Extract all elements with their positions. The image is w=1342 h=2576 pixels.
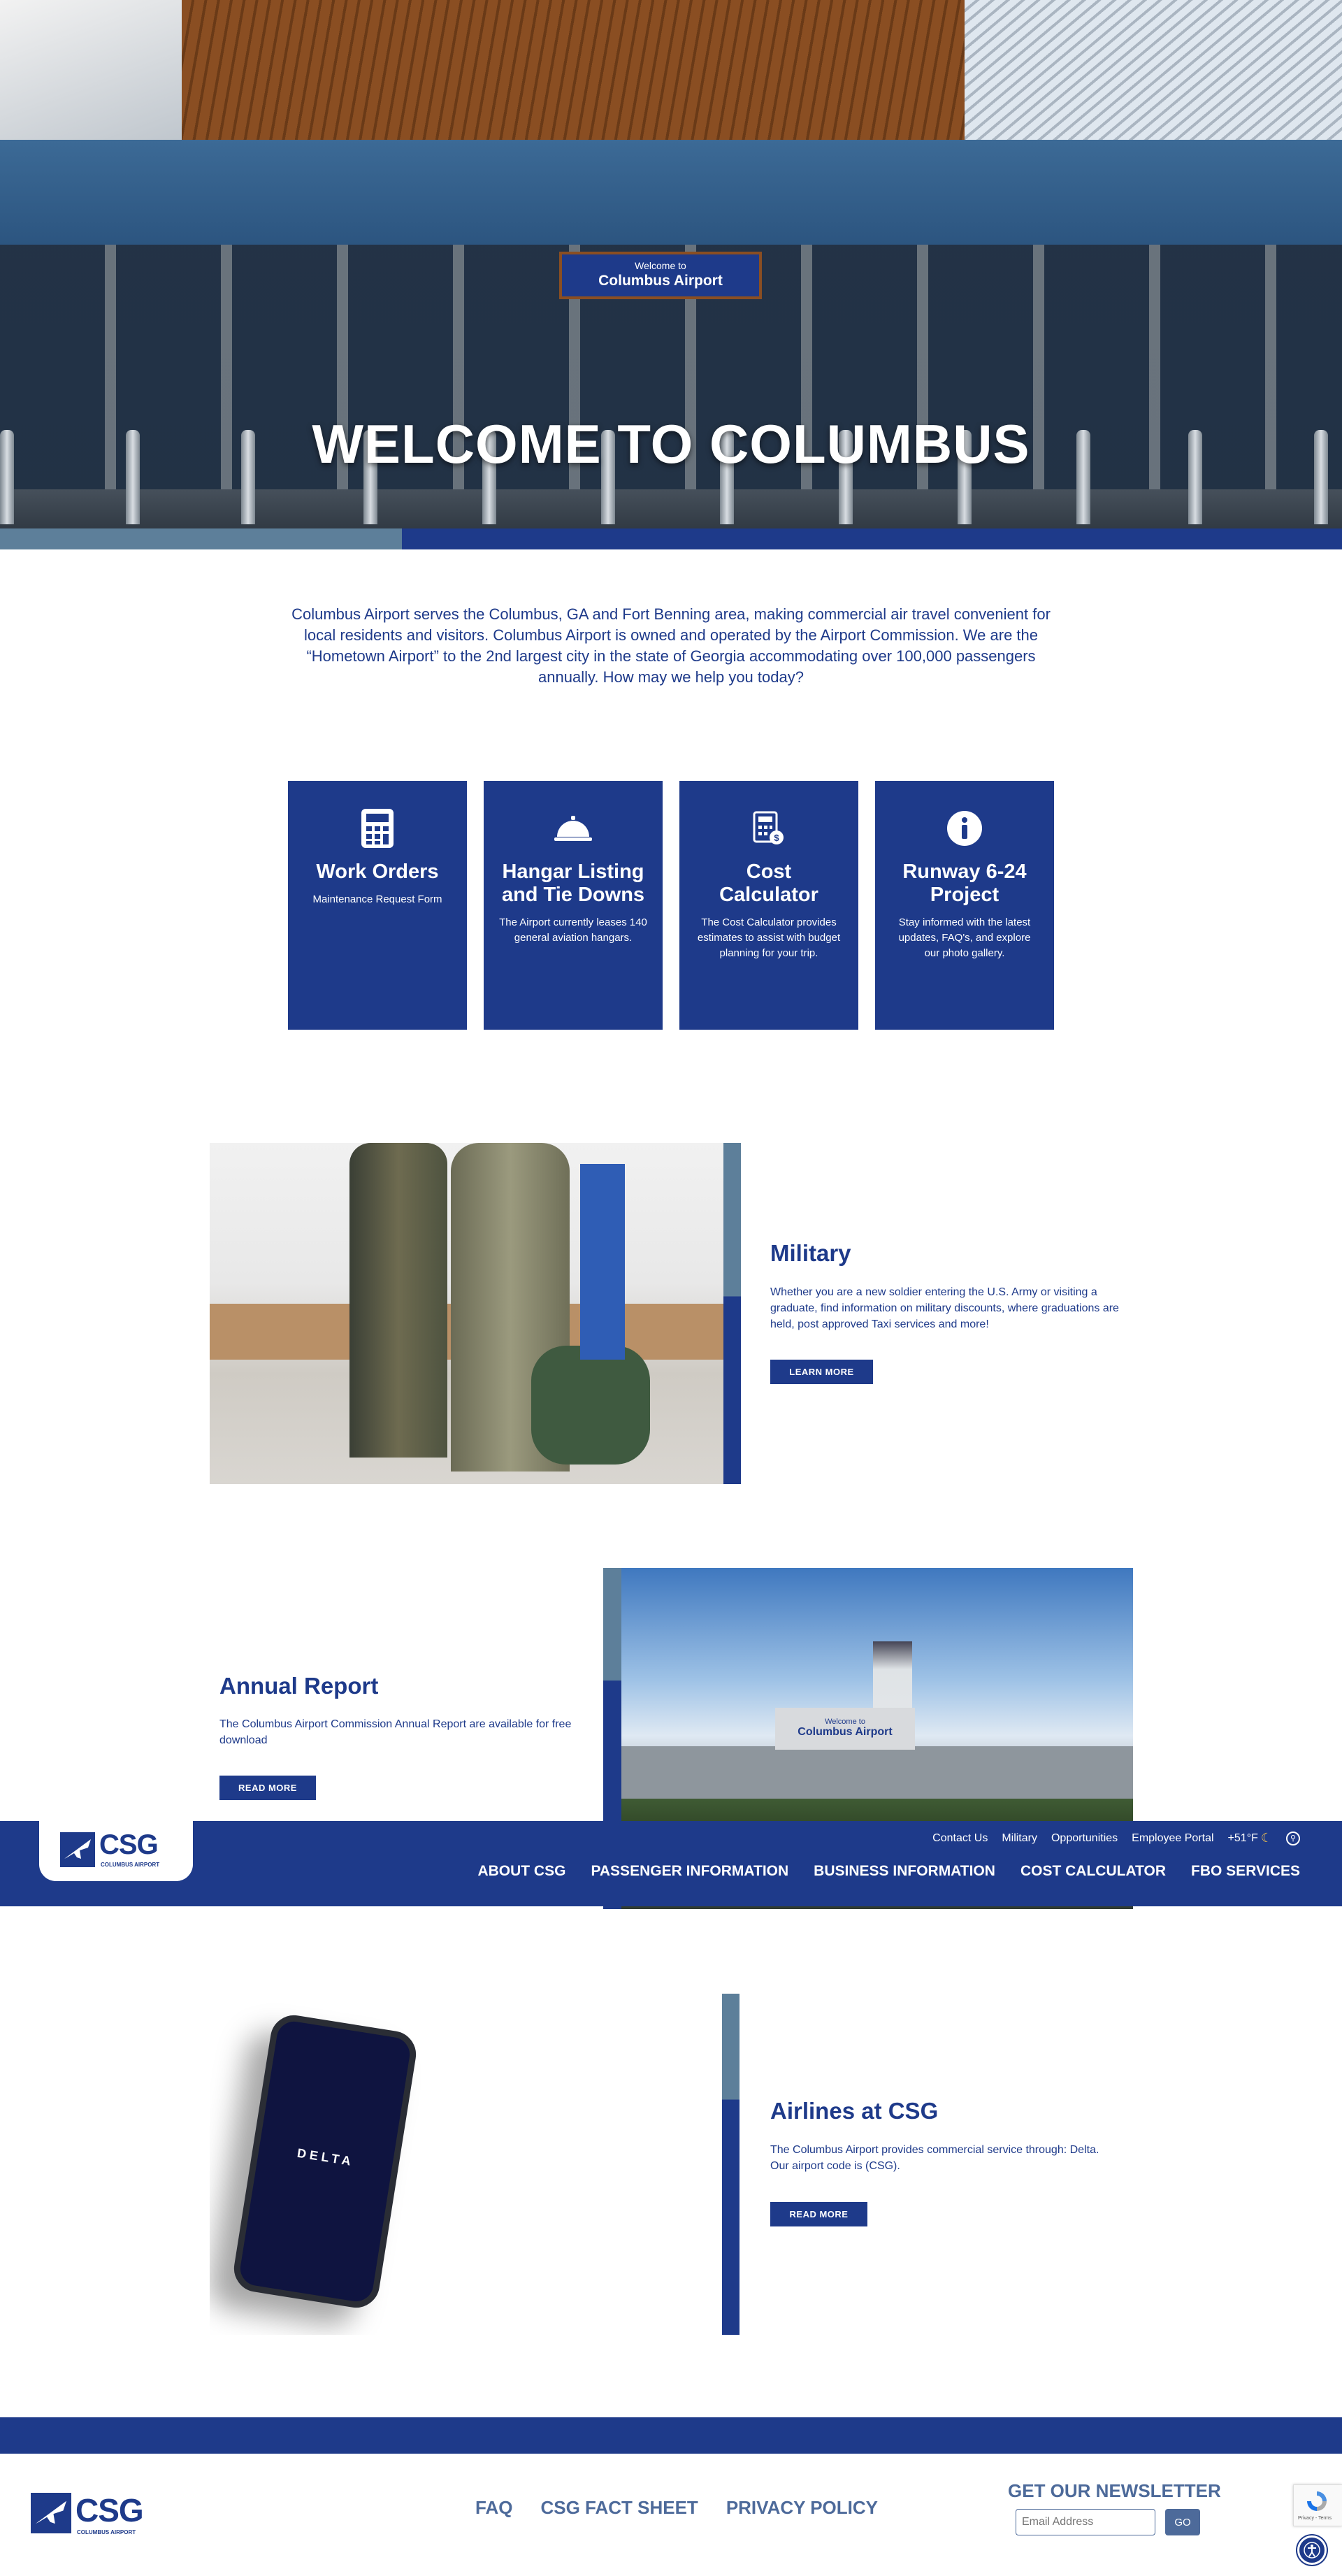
service-bell-icon [499,807,647,849]
site-logo[interactable] [39,1821,193,1881]
card-desc: Maintenance Request Form [312,893,442,905]
airplane-logo-icon [31,2493,71,2533]
annual-report-read-more-button[interactable]: READ MORE [219,1776,316,1800]
accessibility-icon [1299,2538,1325,2563]
military-desc: Whether you are a new soldier entering the U.S. Army or visiting a graduate, find information on military discounts, where graduations are held, post approved Taxi services and more! [770,1286,1119,1330]
svg-text:$: $ [774,833,779,843]
nav-fbo-services[interactable]: FBO SERVICES [1191,1863,1300,1879]
recaptcha-text: Privacy - Terms [1298,2516,1332,2521]
wood-canopy [182,0,979,140]
primary-nav [477,1863,1300,1880]
nav-cost-calculator[interactable]: COST CALCULATOR [1020,1863,1167,1879]
soldier-figure [349,1143,447,1458]
terminal-photo-sign-line2: Columbus Airport [798,1726,893,1738]
footer-logo-text: CSG [75,2492,143,2528]
recaptcha-icon [1305,2489,1329,2513]
intro-text: Columbus Airport serves the Columbus, GA and Fort Benning area, making commercial air travel convenient for local residents and visitors. Columbus Airport is owned and operated by the Airport Commission. We are the “Hometown Airport” to the 2nd largest city in the state of Georgia accommodating over 100,000 passengers annually. How may we help you today? [291,605,1051,686]
terminal-photo-sign-line1: Welcome to [825,1718,865,1726]
military-learn-more-button[interactable]: LEARN MORE [770,1360,873,1384]
info-circle-icon [890,807,1039,849]
util-link-military[interactable]: Military [1002,1832,1037,1844]
annual-report-title: Annual Report [219,1673,379,1699]
footer-link-privacy-policy[interactable]: PRIVACY POLICY [726,2497,879,2518]
utility-nav [932,1831,1300,1845]
accessibility-button[interactable] [1297,2535,1327,2565]
footer-link-faq[interactable]: FAQ [475,2497,513,2518]
cost-calculator-icon [695,807,843,849]
terminal-sign [559,252,762,299]
footer-logo-subtext: COLUMBUS AIRPORT [77,2529,136,2535]
hero-banner [0,0,1342,549]
weather-temp: +51°F [1227,1832,1258,1844]
util-link-opportunities[interactable]: Opportunities [1051,1832,1118,1844]
card-desc: The Cost Calculator provides estimates to assist with budget planning for your trip. [697,916,841,959]
airlines-read-more-button[interactable]: READ MORE [770,2202,867,2226]
card-work-orders[interactable] [288,781,467,1030]
nav-passenger-information[interactable]: PASSENGER INFORMATION [591,1863,789,1879]
footer-band [0,2417,1342,2454]
weather-widget [1228,1831,1272,1845]
card-desc: The Airport currently leases 140 general aviation hangars. [499,916,647,944]
footer-logo[interactable] [31,2493,150,2538]
annual-report-desc: The Columbus Airport Commission Annual Report are available for free download [219,1718,572,1746]
footer-links [475,2497,878,2519]
nav-about-csg[interactable]: ABOUT CSG [477,1863,566,1879]
util-link-employee-portal[interactable]: Employee Portal [1132,1832,1214,1844]
logo-text: CSG [99,1829,158,1860]
card-title: Runway 6-24 Project [902,861,1027,906]
airlines-desc: The Columbus Airport provides commercial service through: Delta. Our airport code is (CSG). [770,2144,1099,2172]
card-hangar-listing[interactable] [484,781,663,1030]
hero-stripe-left [0,528,402,549]
card-title: Work Orders [316,861,439,883]
phone-photo [210,1994,461,2335]
logo-subtext: COLUMBUS AIRPORT [101,1862,160,1868]
duffel-bag [531,1346,650,1465]
card-desc: Stay informed with the latest updates, FAQ's, and explore our photo gallery. [898,916,1031,959]
card-cost-calculator[interactable] [679,781,858,1030]
main-navigation [0,1821,1342,1906]
newsletter-email-input[interactable] [1016,2509,1155,2535]
terminal-sign-line1: Welcome to [635,260,686,271]
card-runway-project[interactable] [875,781,1054,1030]
hero-stripe-right [402,528,1342,549]
airplane-logo-icon [60,1832,95,1867]
airlines-title: Airlines at CSG [770,2098,939,2124]
calculator-icon [303,807,452,849]
recaptcha-badge[interactable] [1293,2484,1342,2526]
military-photo [210,1143,723,1484]
terminal-sign-line2: Columbus Airport [598,273,723,289]
terminal-photo-sign [775,1708,915,1750]
smartphone [231,2012,419,2311]
card-title: Hangar Listing and Tie Downs [501,861,645,906]
card-title: Cost Calculator [719,861,818,906]
newsletter-title: GET OUR NEWSLETTER [1008,2480,1221,2501]
military-title: Military [770,1240,851,1266]
moon-icon: ☾ [1260,1831,1272,1845]
delta-logo: DELTA [296,2145,356,2169]
util-link-contact[interactable]: Contact Us [932,1832,988,1844]
search-icon[interactable]: ⚲ [1286,1832,1300,1845]
newsletter-go-button[interactable]: GO [1165,2509,1200,2535]
nav-business-information[interactable]: BUSINESS INFORMATION [814,1863,995,1879]
footer-link-fact-sheet[interactable]: CSG FACT SHEET [540,2497,698,2518]
hero-title: WELCOME TO COLUMBUS [312,413,1030,475]
